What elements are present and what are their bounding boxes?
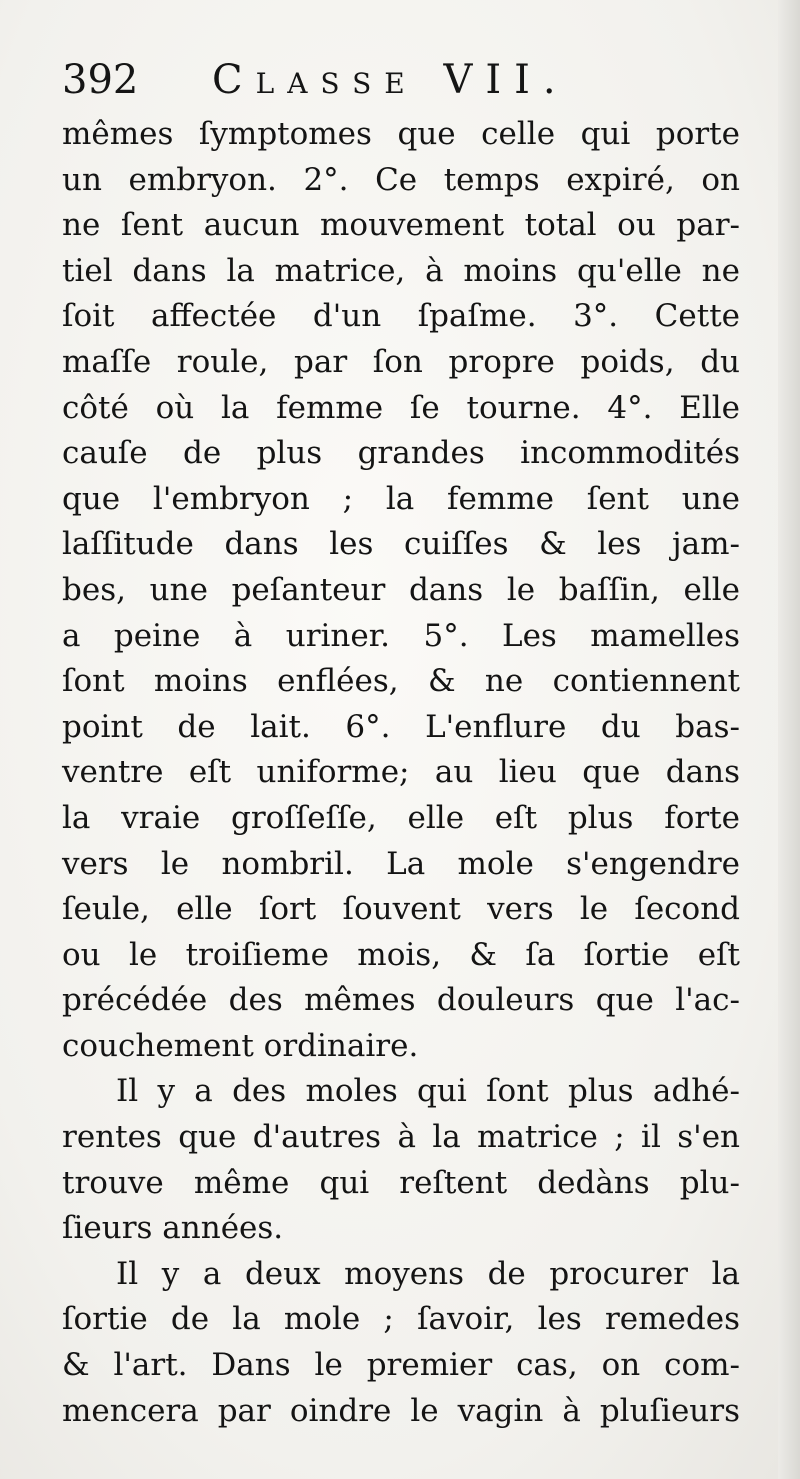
text-line: point de lait. 6°. L'enflure du bas- (62, 708, 740, 745)
page-number: 392 (62, 57, 139, 103)
text-line: précédée des mêmes douleurs que l'ac- (62, 982, 740, 1019)
text-line: couchement ordinaire. (62, 1027, 419, 1064)
text-line: ne ſent aucun mouvement total ou par- (62, 207, 740, 244)
text-line: ou le troiſieme mois, & ſa ſortie eſt (62, 936, 740, 973)
text-line: ſieurs années. (62, 1210, 284, 1247)
text-line: laſſitude dans les cuiſſes & les jam- (62, 526, 740, 563)
page-header (62, 50, 762, 110)
paragraph-first-line: Il y a deux moyens de procurer la (116, 1255, 740, 1292)
text-line: cauſe de plus grandes incommodités (62, 435, 740, 472)
text-line: ſoit affectée d'un ſpaſme. 3°. Cette (62, 298, 740, 335)
text-line: côté où la femme ſe tourne. 4°. Elle (62, 389, 740, 426)
text-line: la vraie groſſeſſe, elle eſt plus forte (62, 799, 740, 836)
text-line: & l'art. Dans le premier cas, on com- (62, 1347, 740, 1384)
text-line: tiel dans la matrice, à moins qu'elle ne (62, 252, 740, 289)
text-line: ſeule, elle ſort ſouvent vers le ſecond (62, 891, 740, 928)
paragraph-first-line: Il y a des moles qui ſont plus adhé- (116, 1073, 740, 1110)
text-line: mencera par oindre le vagin à pluſieurs (62, 1392, 740, 1429)
text-line: trouve même qui reſtent dedàns plu- (62, 1164, 740, 1201)
text-line: rentes que d'autres à la matrice ; il s'en (62, 1119, 740, 1156)
text-line: maſſe roule, par ſon propre poids, du (62, 343, 740, 380)
text-line: un embryon. 2°. Ce temps expiré, on (62, 161, 740, 198)
body-text (62, 112, 740, 1434)
text-line: vers le nombril. La mole s'engendre (62, 845, 740, 882)
running-head: Classe VII. (212, 57, 569, 103)
text-line: mêmes ſymptomes que celle qui porte (62, 116, 740, 152)
text-line: que l'embryon ; la femme ſent une (62, 480, 740, 517)
text-line: a peine à uriner. 5°. Les mamelles (62, 617, 740, 654)
page-gutter (778, 0, 800, 1479)
text-line: ventre eſt uniforme; au lieu que dans (62, 754, 740, 791)
text-line: ſortie de la mole ; ſavoir, les remedes (62, 1301, 740, 1338)
text-line: bes, une peſanteur dans le baſſin, elle (62, 571, 740, 608)
text-line: ſont moins enflées, & ne contiennent (62, 663, 740, 700)
